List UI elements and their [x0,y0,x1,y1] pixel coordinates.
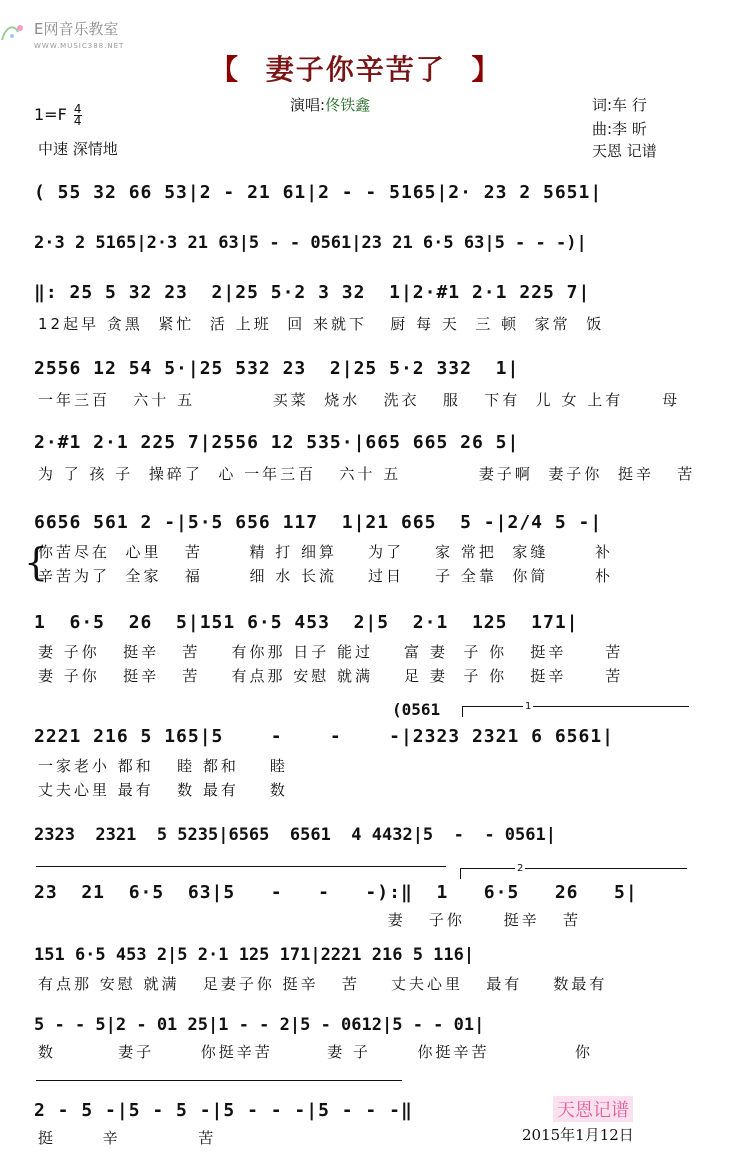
repeat-pickup: (0561 [392,700,441,719]
lyric-line-3: 12起早 贪黑 紧忙 活 上班 回 来就下 厨 每 天 三 顿 家常 饭 [38,315,605,333]
score-line-10: 23 21 6·5 63|5 - - -):‖ 1 6·5 26 5| [34,882,638,903]
singer-name: 佟铁鑫 [325,96,371,114]
ending-rule [36,1080,402,1081]
staff-rule [36,866,446,867]
lyric-line-8b: 丈夫心里 最有 数 最有 数 [38,781,288,799]
score-line-1: ( 55 32 66 53|2 - 21 61|2 - - 5165|2· 23 2 5651| [34,182,603,203]
song-title [210,48,502,88]
title-text: 妻子你辛苦了 [265,53,446,86]
verse-brace: { [24,540,49,584]
lyric-line-4: 一年三百 六十 五 买菜 烧水 洗衣 服 下有 儿 女 上有 母 [38,391,681,409]
lyric-line-7b: 妻 子你 挺辛 苦 有点那 安慰 就满 足 妻 子 你 挺辛 苦 [38,667,624,685]
volta-2-label: 2 [517,863,524,874]
score-line-6: 6656 561 2 -|5·5 656 117 1|21 665 5 -|2/4 5 -| [34,512,603,533]
tempo-marking: 中速 深情地 [38,140,118,158]
score-line-13: 2 - 5 -|5 - 5 -|5 - - -|5 - - -‖ [34,1100,413,1121]
transcription-date: 2015年1月12日 [522,1126,634,1144]
volta-bracket-1 [462,701,689,717]
volta-bracket-2 [460,863,687,879]
time-top: 4 [73,102,82,116]
score-line-11: 151 6·5 453 2|5 2·1 125 171|2221 216 5 116| [34,945,475,965]
lyric-line-13: 挺 辛 苦 [38,1129,217,1147]
volta-1-label: 1 [525,701,532,712]
lyric-line-10: 妻 子你 挺辛 苦 [38,911,582,929]
score-line-2: 2·3 2 5165|2·3 21 63|5 - - 0561|23 21 6·5 63|5 - - -)| [34,233,587,253]
key-label: 1=F [34,105,67,124]
score-line-12: 5 - - 5|2 - 01 25|1 - - 2|5 - 0612|5 - - 01| [34,1015,485,1035]
score-line-8: 2221 216 5 165|5 - - -|2323 2321 6 6561| [34,726,615,747]
watermark-logo-icon [0,20,30,44]
watermark-name: E网音乐教室 [34,20,119,38]
score-line-3: ‖: 25 5 32 23 2|25 5·2 3 32 1|2·#1 2·1 225 7| [34,282,591,303]
notation-stamp: 天恩记谱 [553,1096,633,1122]
key-signature [34,104,82,127]
lyric-line-11: 有点那 安慰 就满 足妻子你 挺辛 苦 丈夫心里 最有 数最有 [38,975,608,993]
lyric-line-6b: 辛苦为了 全家 福 细 水 长流 过日 子 全靠 你简 朴 [38,567,614,585]
lyricist-credit: 词:车 行 [592,96,647,114]
lyric-line-6a: 你苦尽在 心里 苦 精 打 细算 为了 家 常把 家缝 补 [38,543,614,561]
time-bottom: 4 [73,114,82,128]
notation-credit: 天恩 记谱 [592,142,657,160]
lyric-line-5: 为 了 孩 子 操碎了 心 一年三百 六十 五 妻子啊 妻子你 挺辛 苦 [38,465,696,483]
composer-credit: 曲:李 昕 [592,120,647,138]
score-line-4: 2556 12 54 5·|25 532 23 2|25 5·2 332 1| [34,358,520,379]
score-line-5: 2·#1 2·1 225 7|2556 12 535·|665 665 26 5| [34,432,520,453]
singer-label: 演唱: [290,96,326,114]
lyric-line-12: 数 妻子 你挺辛苦 妻 子 你挺辛苦 你 [38,1043,593,1061]
score-line-9: 2323 2321 5 5235|6565 6561 4 4432|5 - - 0561| [34,825,556,845]
watermark-site: WWW.MUSIC388.NET [34,42,125,50]
singer-line [290,94,370,115]
title-bracket-close: 】 [471,53,502,86]
score-line-7: 1 6·5 26 5|151 6·5 453 2|5 2·1 125 171| [34,612,579,633]
lyric-line-8a: 一家老小 都和 睦 都和 睦 [38,757,288,775]
time-signature [74,104,82,127]
title-bracket-open: 【 [210,53,241,86]
lyric-line-7a: 妻 子你 挺辛 苦 有你那 日子 能过 富 妻 子 你 挺辛 苦 [38,643,624,661]
